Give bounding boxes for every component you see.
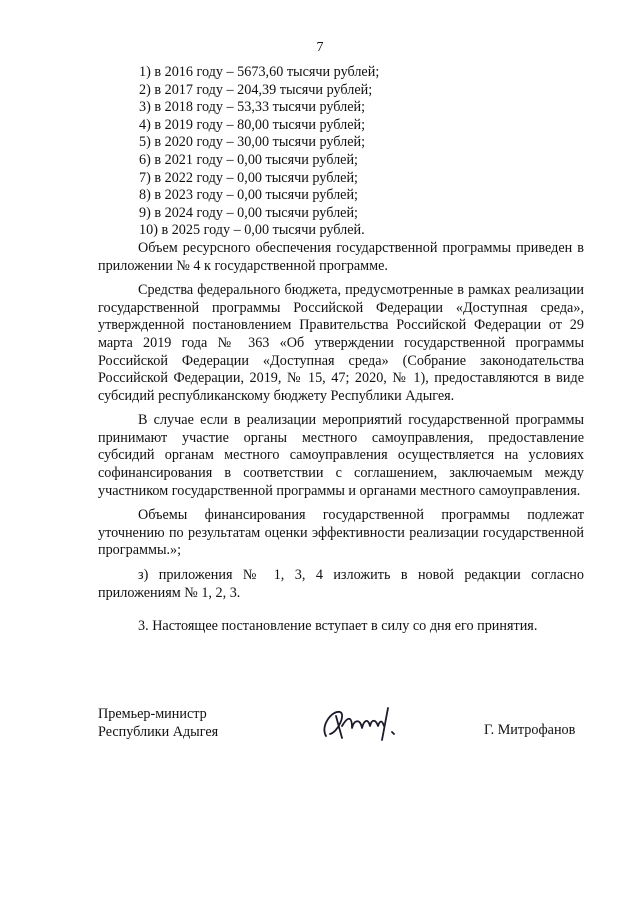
paragraph-federal-budget: Средства федерального бюджета, предусмотренные в рамках реализации государственной программы Российской Федерации «Доступная среда», утвержденной постановлением Правительства Российской Федерации от 29 марта 2019 года № 363 «Об утверждении государственной программы Российской Федерации «Доступная среда» (Собрание законодательства Российской Федерации, 2019, № 15, 47; 2020, № 1), предоставляются в виде субсидий республиканскому бюджету Республики Адыгея.	[98, 282, 584, 404]
page-number: 7	[316, 40, 324, 55]
funding-list-item: 10) в 2025 году – 0,00 тысячи рублей.	[139, 222, 365, 239]
signer-title	[98, 705, 218, 741]
funding-list-item: 3) в 2018 году – 53,33 тысячи рублей;	[139, 99, 366, 116]
signer-name: Г. Митрофанов	[484, 722, 576, 738]
document-body	[98, 64, 584, 602]
closing-statement: 3. Настоящее постановление вступает в силу со дня его принятия.	[138, 618, 538, 634]
paragraph-local-government: В случае если в реализации мероприятий государственной программы принимают участие органы местного самоуправления, предоставление субсидий органам местного самоуправления осуществляется на условиях софинансирования в соответствии с соглашением, заключаемым между участником государственной программы и органами местного самоуправления.	[98, 412, 584, 499]
funding-list-item: 7) в 2022 году – 0,00 тысячи рублей;	[139, 169, 358, 186]
funding-list-item: 1) в 2016 году – 5673,60 тысячи рублей;	[139, 64, 380, 80]
funding-list-item: 5) в 2020 году – 30,00 тысячи рублей;	[139, 134, 366, 151]
funding-list-item: 9) в 2024 году – 0,00 тысячи рублей;	[139, 204, 358, 221]
signer-title-line: Республики Адыгея	[98, 724, 219, 740]
funding-list	[98, 64, 584, 240]
funding-list-item: 8) в 2023 году – 0,00 тысячи рублей;	[139, 187, 358, 204]
signature-image	[318, 696, 418, 746]
funding-list-item: 4) в 2019 году – 80,00 тысячи рублей;	[139, 116, 366, 133]
funding-list-item: 6) в 2021 году – 0,00 тысячи рублей;	[139, 151, 358, 168]
paragraph-financing-volumes: Объемы финансирования государственной программы подлежат уточнению по результатам оценки эффективности реализации государственной программы.»;	[98, 507, 584, 559]
paragraph-appendices: з) приложения № 1, 3, 4 изложить в новой редакции согласно приложениям № 1, 2, 3.	[98, 567, 584, 601]
paragraph-resource-support: Объем ресурсного обеспечения государственной программы приведен в приложении № 4 к государственной программе.	[98, 239, 584, 274]
signer-title-line: Премьер-министр	[98, 706, 207, 722]
funding-list-item: 2) в 2017 году – 204,39 тысячи рублей;	[139, 81, 373, 98]
